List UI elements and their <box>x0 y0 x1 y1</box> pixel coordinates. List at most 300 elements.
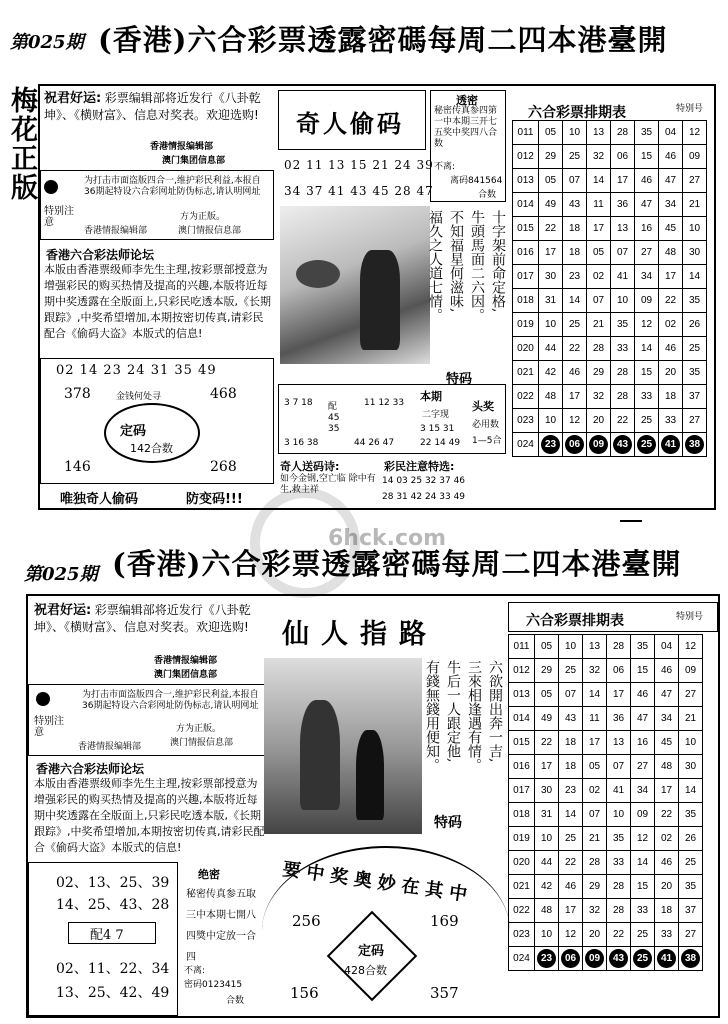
drawn-number-cell <box>679 947 703 971</box>
top-prize-range: 1—5合 <box>472 436 502 446</box>
number-cell: 31 <box>539 289 563 313</box>
bottom-diamond-br: 357 <box>430 984 459 1002</box>
bottom-diamond-tl: 256 <box>292 912 321 930</box>
bottom-greeting-sign2: 澳门集团信息部 <box>154 670 218 680</box>
number-cell: 12 <box>563 409 587 433</box>
table-row <box>513 361 707 385</box>
drawn-number-cell <box>539 433 563 457</box>
top-ring-bl: 146 <box>64 459 91 475</box>
number-cell: 18 <box>659 385 683 409</box>
number-cell: 09 <box>683 145 707 169</box>
number-cell: 10 <box>539 409 563 433</box>
number-cell: 21 <box>587 313 611 337</box>
top-notice-text: 为打击市面盗版四合一,维护彩民利益,本报自36期起特设六合彩网址防伪标志,请认明网址 <box>84 176 261 197</box>
table-row <box>509 707 703 731</box>
table-row <box>513 313 707 337</box>
bottom-illustration-immortal <box>264 658 422 834</box>
number-cell: 25 <box>559 827 583 851</box>
number-cell: 33 <box>607 851 631 875</box>
number-cell: 17 <box>587 217 611 241</box>
top-secret-label: 透密 <box>456 94 478 107</box>
number-cell: 34 <box>635 265 659 289</box>
number-cell: 35 <box>679 875 703 899</box>
number-cell: 32 <box>583 659 607 683</box>
number-cell: 28 <box>611 121 635 145</box>
period-cell: 019 <box>513 313 539 337</box>
number-cell: 04 <box>659 121 683 145</box>
number-cell: 18 <box>563 217 587 241</box>
number-cell: 28 <box>611 361 635 385</box>
number-cell: 25 <box>635 409 659 433</box>
number-cell: 10 <box>559 635 583 659</box>
number-cell: 07 <box>607 755 631 779</box>
number-cell: 09 <box>635 289 659 313</box>
bottom-bomb-icon <box>36 692 50 706</box>
period-cell: 017 <box>513 265 539 289</box>
number-cell: 29 <box>535 659 559 683</box>
number-cell: 11 <box>587 193 611 217</box>
number-cell: 22 <box>559 851 583 875</box>
top-ring-br: 268 <box>210 459 237 475</box>
number-cell: 25 <box>631 923 655 947</box>
number-cell: 35 <box>607 827 631 851</box>
bottom-secret-text: 秘密传真参五取三中本期七開八四獎中定放一合四 <box>186 889 256 963</box>
number-cell: 14 <box>679 779 703 803</box>
number-cell: 05 <box>535 683 559 707</box>
table-row <box>509 659 703 683</box>
number-cell: 22 <box>535 731 559 755</box>
bottom-greeting <box>34 602 266 636</box>
top-poem2-label: 奇人送码诗: <box>280 460 340 473</box>
number-cell: 35 <box>683 361 707 385</box>
number-cell: 37 <box>683 385 707 409</box>
number-cell: 35 <box>635 121 659 145</box>
number-cell: 10 <box>611 289 635 313</box>
number-cell: 33 <box>655 923 679 947</box>
period-cell: 021 <box>509 875 535 899</box>
period-cell: 019 <box>509 827 535 851</box>
table-row <box>513 337 707 361</box>
number-cell: 12 <box>635 313 659 337</box>
number-cell: 15 <box>631 659 655 683</box>
number-cell: 46 <box>659 145 683 169</box>
top-attention-row2: 28 31 42 24 33 49 <box>382 492 466 502</box>
number-cell: 12 <box>631 827 655 851</box>
bottom-diamond-bl: 156 <box>290 984 319 1002</box>
number-cell: 13 <box>587 121 611 145</box>
bottom-secret-label: 绝密 <box>198 868 220 881</box>
bottom-nums-b2: 13、25、42、49 <box>56 985 170 1001</box>
top-notice-sign3: 澳门情报信息部 <box>178 226 242 236</box>
bottom-forum-text: 本版由香港票级师李先生主理,按彩票部授意为增强彩民的购买热情及提高的兴趣,本版将近每期中奖透露在全版面上,只彩民吃透本版,《长期跟踪》,中奖希望增加,本期按密切传真,请彩民配合《偷码大盗》本版式的信息! <box>34 777 265 854</box>
top-poem-col4: 福久之人道七情。 <box>427 210 443 322</box>
number-cell: 27 <box>631 755 655 779</box>
table-row <box>513 217 707 241</box>
period-cell: 011 <box>509 635 535 659</box>
number-cell: 23 <box>559 779 583 803</box>
bottom-diamond-center: 定码 <box>358 944 385 959</box>
period-cell: 014 <box>513 193 539 217</box>
number-cell: 10 <box>535 827 559 851</box>
top-poem2-text: 如今金钢,空亡临 除中有生,救主祥 <box>280 474 376 495</box>
drawn-number-cell <box>559 947 583 971</box>
bottom-notice-sign2: 香港情报编辑部 <box>78 742 142 752</box>
top-notice-label: 特别注意 <box>44 206 74 228</box>
number-cell: 06 <box>611 145 635 169</box>
period-cell: 015 <box>509 731 535 755</box>
number-cell: 20 <box>659 361 683 385</box>
number-cell: 14 <box>559 803 583 827</box>
number-cell: 36 <box>611 193 635 217</box>
number-cell: 31 <box>535 803 559 827</box>
top-ring-center: 定码 <box>120 424 147 439</box>
bottom-forum-title: 香港六合彩法师论坛 <box>36 762 145 776</box>
number-cell: 21 <box>583 827 607 851</box>
number-cell: 21 <box>683 193 707 217</box>
number-cell: 45 <box>659 217 683 241</box>
top-slogan-left: 唯独奇人偷码 <box>60 492 139 507</box>
top-slogan-right: 防变码!!! <box>186 492 243 507</box>
period-cell: 024 <box>509 947 535 971</box>
top-period-nums2: 22 14 49 <box>420 438 461 448</box>
period-cell: 013 <box>509 683 535 707</box>
top-mini-left-1: 3 7 18 <box>284 398 313 408</box>
bottom-match-label: 配4 7 <box>90 928 124 943</box>
top-feature-nums-1: 02 11 13 15 21 24 39 <box>284 158 434 172</box>
number-cell: 22 <box>611 409 635 433</box>
table-row <box>509 875 703 899</box>
number-cell: 28 <box>607 875 631 899</box>
number-cell: 28 <box>611 385 635 409</box>
number-cell: 28 <box>607 635 631 659</box>
number-cell: 22 <box>563 337 587 361</box>
number-cell: 27 <box>679 683 703 707</box>
number-cell: 14 <box>683 265 707 289</box>
top-numbers-line: 02 14 23 24 31 35 49 <box>56 363 217 378</box>
period-cell: 018 <box>509 803 535 827</box>
number-cell: 48 <box>659 241 683 265</box>
drawn-number-ball: 25 <box>633 949 652 968</box>
drawn-number-cell <box>655 947 679 971</box>
number-cell: 02 <box>655 827 679 851</box>
number-cell: 32 <box>583 899 607 923</box>
number-cell: 27 <box>679 923 703 947</box>
bottom-secret-sum: 合数 <box>226 996 245 1006</box>
top-side-title: 梅花正版 <box>6 86 37 202</box>
top-sched-title: 六合彩票排期表 <box>528 105 626 121</box>
drawn-number-cell <box>563 433 587 457</box>
table-row <box>513 241 707 265</box>
number-cell: 07 <box>611 241 635 265</box>
number-cell: 47 <box>635 193 659 217</box>
number-cell: 15 <box>635 145 659 169</box>
period-cell: 012 <box>513 145 539 169</box>
top-figure-cloud <box>296 260 340 288</box>
table-row <box>509 899 703 923</box>
bottom-poem-col2: 三來相逢遇有情。 <box>466 660 482 772</box>
table-row <box>513 265 707 289</box>
top-forum-text: 本版由香港票级师李先生主理,按彩票部授意为增强彩民的购买热情及提高的兴趣,本版将近每期中奖透露在全版面上,只彩民吃透本版,《长期跟踪》,中奖希望增加,本期按密切传真,请彩民配合《偷码大盗》本版式的信息! <box>44 263 271 340</box>
drawn-number-cell <box>607 947 631 971</box>
number-cell: 05 <box>535 635 559 659</box>
drawn-number-cell <box>635 433 659 457</box>
top-attention-row1: 14 03 25 32 37 46 <box>382 476 466 486</box>
number-cell: 06 <box>607 659 631 683</box>
number-cell: 33 <box>659 409 683 433</box>
number-cell: 14 <box>635 337 659 361</box>
number-cell: 37 <box>679 899 703 923</box>
number-cell: 25 <box>563 313 587 337</box>
number-cell: 18 <box>563 241 587 265</box>
bottom-diamond-count: 428合数 <box>344 964 387 977</box>
number-cell: 14 <box>563 289 587 313</box>
bottom-nums-b1: 02、11、22、34 <box>56 961 170 977</box>
number-cell: 30 <box>679 755 703 779</box>
drawn-number-ball: 41 <box>661 435 680 454</box>
table-row <box>513 145 707 169</box>
number-cell: 27 <box>635 241 659 265</box>
number-cell: 22 <box>659 289 683 313</box>
bottom-page-title: (香港)六合彩票透露密碼每周二四本港臺開 <box>112 547 682 581</box>
number-cell: 41 <box>607 779 631 803</box>
bottom-secret-code: 密码0123415 <box>184 980 243 990</box>
bottom-nums-a1: 02、13、25、39 <box>56 875 170 891</box>
number-cell: 25 <box>559 659 583 683</box>
top-mini-left-2: 3 16 38 <box>284 438 319 448</box>
top-ring-caption: 金钱何处寻 <box>116 392 162 402</box>
table-row <box>513 193 707 217</box>
top-greeting-label: 祝君好运: <box>44 91 102 106</box>
number-cell: 21 <box>679 707 703 731</box>
number-cell: 04 <box>655 635 679 659</box>
bottom-notice-sign1: 方为正版。 <box>176 724 222 734</box>
bottom-figure-standing <box>356 730 384 820</box>
table-row <box>509 803 703 827</box>
number-cell: 47 <box>631 707 655 731</box>
number-cell: 30 <box>683 241 707 265</box>
number-cell: 09 <box>631 803 655 827</box>
table-row <box>513 385 707 409</box>
bottom-nums-a2: 14、25、43、28 <box>56 897 170 913</box>
top-issue-number: 第025期 <box>10 32 84 53</box>
drawn-number-ball: 38 <box>681 949 700 968</box>
bottom-notice-text: 为打击市面盗版四合一,维护彩民利益,本报自36期起特设六合彩网址防伪标志,请认明网址 <box>82 690 259 711</box>
top-ring-tl: 378 <box>64 386 91 402</box>
number-cell: 46 <box>563 361 587 385</box>
number-cell: 46 <box>635 169 659 193</box>
number-cell: 49 <box>535 707 559 731</box>
table-row <box>509 923 703 947</box>
period-cell: 023 <box>509 923 535 947</box>
number-cell: 34 <box>659 193 683 217</box>
number-cell: 02 <box>583 779 607 803</box>
number-cell: 14 <box>587 169 611 193</box>
number-cell: 10 <box>535 923 559 947</box>
drawn-number-ball: 09 <box>589 435 608 454</box>
number-cell: 46 <box>655 659 679 683</box>
period-cell: 024 <box>513 433 539 457</box>
bottom-figure-seated <box>300 700 340 810</box>
drawn-number-ball: 23 <box>537 949 556 968</box>
top-notice-sign1: 方为正版。 <box>180 212 226 222</box>
number-cell: 17 <box>611 169 635 193</box>
number-cell: 35 <box>679 803 703 827</box>
top-poem-col2: 牛頭馬面二六因。 <box>469 210 485 322</box>
number-cell: 05 <box>539 121 563 145</box>
top-figure-silhouette <box>360 250 400 350</box>
number-cell: 05 <box>539 169 563 193</box>
drawn-number-ball: 41 <box>657 949 676 968</box>
number-cell: 32 <box>587 385 611 409</box>
number-cell: 05 <box>587 241 611 265</box>
number-cell: 45 <box>655 731 679 755</box>
drawn-number-ball: 43 <box>613 435 632 454</box>
table-row <box>509 731 703 755</box>
number-cell: 16 <box>631 731 655 755</box>
top-notice-sign2: 香港情报编辑部 <box>84 226 148 236</box>
top-ring-count: 142合数 <box>130 442 173 455</box>
number-cell: 20 <box>655 875 679 899</box>
bottom-secret-buli: 不离: <box>184 966 206 976</box>
bottom-feature-title: 仙人指路 <box>282 619 438 650</box>
period-cell: 014 <box>509 707 535 731</box>
top-feature-nums-2: 34 37 41 43 45 28 47 <box>284 184 434 198</box>
drawn-number-cell <box>583 947 607 971</box>
number-cell: 44 <box>535 851 559 875</box>
period-cell: 018 <box>513 289 539 313</box>
top-mini-right-2: 44 26 47 <box>354 438 395 448</box>
top-poem-col3: 不知福星何滋味, <box>448 210 464 313</box>
number-cell: 15 <box>631 875 655 899</box>
drawn-number-cell <box>683 433 707 457</box>
top-schedule-table <box>512 120 707 457</box>
number-cell: 42 <box>539 361 563 385</box>
drawn-number-ball: 43 <box>609 949 628 968</box>
number-cell: 16 <box>635 217 659 241</box>
table-row <box>513 409 707 433</box>
number-cell: 11 <box>583 707 607 731</box>
number-cell: 25 <box>679 851 703 875</box>
top-period-sub: 二字现 <box>422 410 450 420</box>
number-cell: 23 <box>563 265 587 289</box>
top-secret-sum: 合数 <box>478 190 497 200</box>
table-row <box>509 947 703 971</box>
number-cell: 25 <box>563 145 587 169</box>
number-cell: 10 <box>539 313 563 337</box>
number-cell: 36 <box>607 707 631 731</box>
top-prize-sub: 必用数 <box>472 420 500 430</box>
drawn-number-cell <box>631 947 655 971</box>
number-cell: 26 <box>683 313 707 337</box>
period-cell: 022 <box>509 899 535 923</box>
top-greeting-sign1: 香港情报编辑部 <box>150 142 214 152</box>
number-cell: 46 <box>659 337 683 361</box>
table-row <box>509 635 703 659</box>
bottom-poem-col1: 六欲開出奔一吉, <box>487 660 503 763</box>
number-cell: 48 <box>655 755 679 779</box>
number-cell: 33 <box>635 385 659 409</box>
number-cell: 28 <box>587 337 611 361</box>
number-cell: 33 <box>611 337 635 361</box>
number-cell: 12 <box>679 635 703 659</box>
number-cell: 10 <box>679 731 703 755</box>
number-cell: 22 <box>607 923 631 947</box>
number-cell: 14 <box>631 851 655 875</box>
bomb-icon <box>44 180 58 194</box>
number-cell: 44 <box>539 337 563 361</box>
number-cell: 34 <box>655 707 679 731</box>
period-cell: 013 <box>513 169 539 193</box>
top-forum-title: 香港六合彩法师论坛 <box>46 248 155 262</box>
number-cell: 17 <box>539 241 563 265</box>
number-cell: 13 <box>583 635 607 659</box>
number-cell: 30 <box>535 779 559 803</box>
number-cell: 49 <box>539 193 563 217</box>
number-cell: 10 <box>607 803 631 827</box>
drawn-number-ball: 06 <box>565 435 584 454</box>
number-cell: 17 <box>655 779 679 803</box>
bottom-sched-title: 六合彩票排期表 <box>526 613 624 629</box>
number-cell: 09 <box>679 659 703 683</box>
number-cell: 18 <box>559 755 583 779</box>
top-sched-tag: 特别号 <box>676 104 704 114</box>
top-feature-title: 奇人偷码 <box>296 109 404 138</box>
number-cell: 05 <box>583 755 607 779</box>
number-cell: 15 <box>635 361 659 385</box>
bottom-greeting-text: 彩票编辑部将近发行《八卦乾坤》、《横财富》、信息对奖表。欢迎选购! <box>34 603 251 634</box>
number-cell: 20 <box>587 409 611 433</box>
period-cell: 016 <box>509 755 535 779</box>
number-cell: 18 <box>559 731 583 755</box>
number-cell: 07 <box>583 803 607 827</box>
table-row <box>513 169 707 193</box>
drawn-number-ball: 09 <box>585 949 604 968</box>
bottom-poem-col4: 有錢無錢用便知。 <box>424 660 440 772</box>
top-illustration-monkey <box>280 206 430 364</box>
bottom-schedule-table <box>508 634 703 971</box>
number-cell: 20 <box>583 923 607 947</box>
period-cell: 016 <box>513 241 539 265</box>
table-row <box>513 289 707 313</box>
number-cell: 13 <box>607 731 631 755</box>
number-cell: 43 <box>559 707 583 731</box>
period-cell: 021 <box>513 361 539 385</box>
number-cell: 02 <box>659 313 683 337</box>
table-row <box>509 683 703 707</box>
number-cell: 25 <box>683 337 707 361</box>
number-cell: 42 <box>535 875 559 899</box>
number-cell: 46 <box>631 683 655 707</box>
number-cell: 13 <box>611 217 635 241</box>
drawn-number-cell <box>535 947 559 971</box>
number-cell: 17 <box>559 899 583 923</box>
table-row <box>509 827 703 851</box>
period-cell: 011 <box>513 121 539 145</box>
period-cell: 022 <box>513 385 539 409</box>
number-cell: 34 <box>631 779 655 803</box>
top-greeting-text: 彩票编辑部将近发行《八卦乾坤》、《横财富》、信息对奖表。欢迎选购! <box>44 91 261 122</box>
top-greeting <box>44 90 272 124</box>
table-row <box>509 755 703 779</box>
number-cell: 41 <box>611 265 635 289</box>
number-cell: 27 <box>683 169 707 193</box>
drawn-number-ball: 06 <box>561 949 580 968</box>
drawn-number-cell <box>659 433 683 457</box>
drawn-number-cell <box>611 433 635 457</box>
table-row <box>509 851 703 875</box>
number-cell: 17 <box>535 755 559 779</box>
number-cell: 33 <box>631 899 655 923</box>
